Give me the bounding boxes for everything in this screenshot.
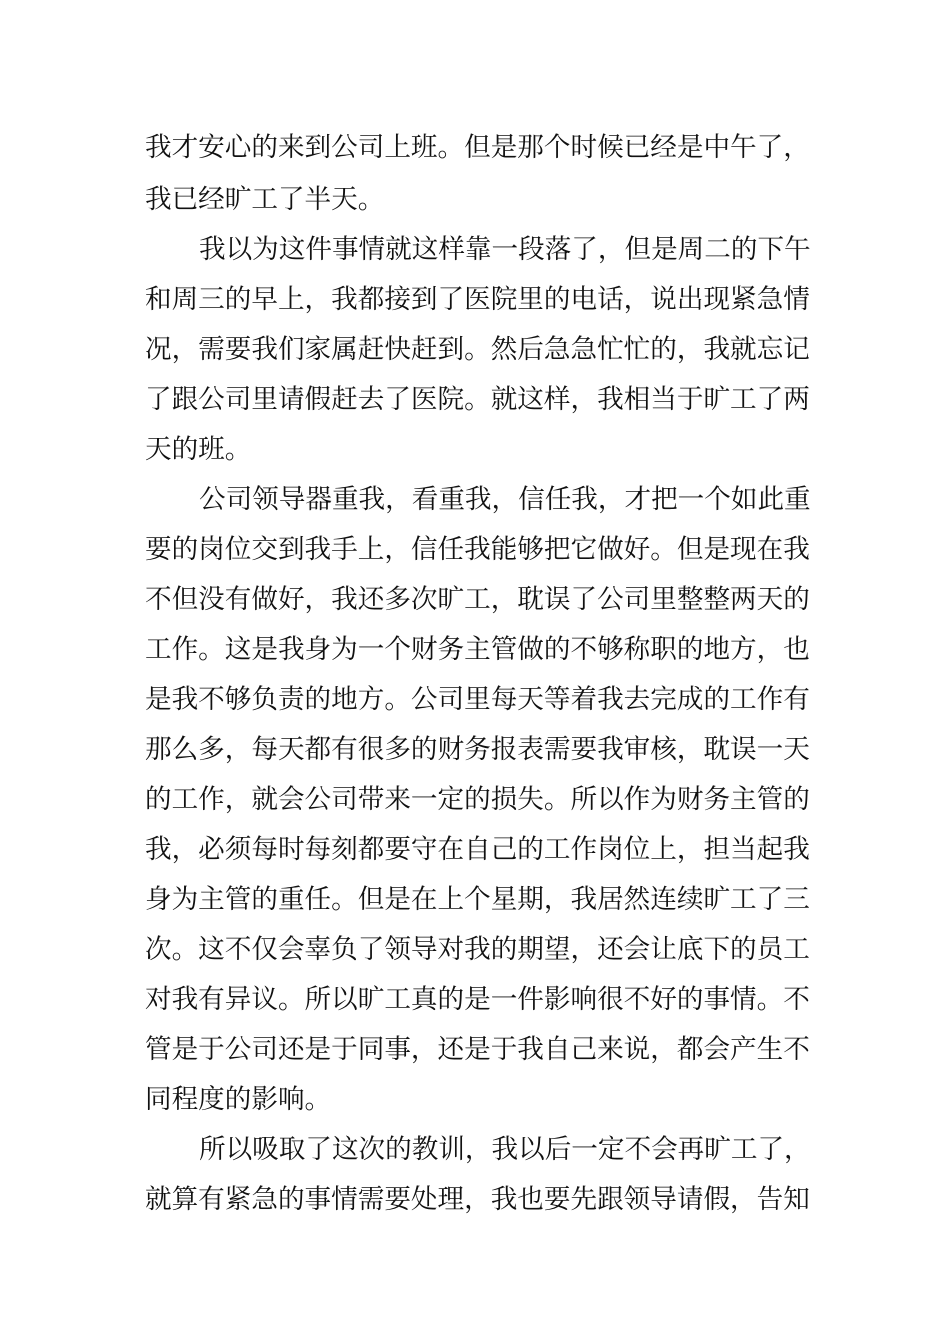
text-line: 要的岗位交到我手上，信任我能够把它做好。但是现在我 xyxy=(145,534,810,565)
text-line: 是我不够负责的地方。公司里每天等着我去完成的工作有 xyxy=(145,684,810,715)
text-line: 的工作，就会公司带来一定的损失。所以作为财务主管的 xyxy=(145,784,810,815)
text-line: 我，必须每时每刻都要守在自己的工作岗位上，担当起我 xyxy=(145,834,810,865)
paragraph-first-line: 所以吸取了这次的教训，我以后一定不会再旷工了， xyxy=(199,1134,811,1165)
text-line: 天的班。 xyxy=(145,434,252,465)
text-line: 管是于公司还是于同事，还是于我自己来说，都会产生不 xyxy=(145,1034,810,1065)
text-line: 对我有异议。所以旷工真的是一件影响很不好的事情。不 xyxy=(145,984,810,1015)
text-line: 工作。这是我身为一个财务主管做的不够称职的地方，也 xyxy=(145,634,810,665)
text-line: 身为主管的重任。但是在上个星期，我居然连续旷工了三 xyxy=(145,884,810,915)
text-line: 同程度的影响。 xyxy=(145,1084,332,1115)
paragraph-first-line: 公司领导器重我，看重我，信任我，才把一个如此重 xyxy=(199,484,811,515)
text-line: 那么多，每天都有很多的财务报表需要我审核，耽误一天 xyxy=(145,734,810,765)
text-line: 了跟公司里请假赶去了医院。就这样，我相当于旷工了两 xyxy=(145,384,810,415)
text-line: 不但没有做好，我还多次旷工，耽误了公司里整整两天的 xyxy=(145,584,810,615)
text-line: 就算有紧急的事情需要处理，我也要先跟领导请假，告知 xyxy=(145,1184,810,1215)
text-line: 我已经旷工了半天。 xyxy=(145,184,385,215)
text-line: 和周三的早上，我都接到了医院里的电话，说出现紧急情 xyxy=(145,284,810,315)
paragraph-first-line: 我以为这件事情就这样靠一段落了，但是周二的下午 xyxy=(199,234,811,265)
text-line: 次。这不仅会辜负了领导对我的期望，还会让底下的员工 xyxy=(145,934,810,965)
text-line: 况，需要我们家属赶快赶到。然后急急忙忙的，我就忘记 xyxy=(145,334,810,365)
text-line: 我才安心的来到公司上班。但是那个时候已经是中午了， xyxy=(145,132,810,163)
